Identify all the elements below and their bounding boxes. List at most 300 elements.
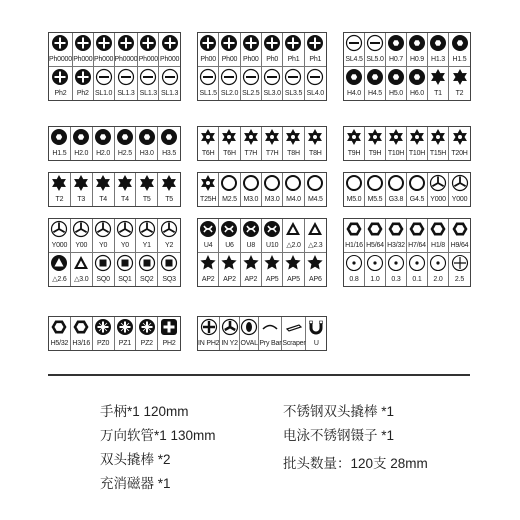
bit-label: Ph000 <box>93 56 114 63</box>
bit-group-ph-sl <box>48 32 181 101</box>
bit-cell <box>305 253 326 286</box>
bit-label: Ph1 <box>309 56 322 63</box>
torx-security-icon <box>387 127 405 147</box>
bit-cell <box>241 253 262 286</box>
torx-security-icon <box>366 127 384 147</box>
pozidriv-icon <box>138 317 156 337</box>
bit-cell <box>93 219 115 253</box>
bit-label: T9H <box>368 150 382 157</box>
bit-label: Ph00 <box>221 56 238 63</box>
bit-label: T3 <box>77 196 86 203</box>
bit-cell <box>241 33 262 67</box>
bit-label: Ph000 <box>73 56 93 63</box>
bit-label: H3/16 <box>72 340 91 347</box>
bit-cell <box>158 219 180 253</box>
bit-label: M3.0 <box>243 196 259 203</box>
tri-wing-icon <box>94 219 112 239</box>
bit-cell <box>283 173 304 206</box>
torx-security-icon <box>199 173 217 193</box>
bit-label: Y00 <box>75 242 88 249</box>
bit-label: T25H <box>200 196 217 203</box>
bit-cell <box>428 173 449 206</box>
bit-cell <box>407 127 428 160</box>
ring-icon <box>408 173 426 193</box>
bit-group-mix-2 <box>343 172 471 207</box>
bit-label: 2.5 <box>454 276 465 283</box>
bit-cell <box>386 67 407 100</box>
bit-label: 1.0 <box>370 276 380 283</box>
bit-label: SL5.0 <box>366 56 384 63</box>
bit-cell <box>449 67 470 100</box>
oval-icon <box>240 317 258 337</box>
spec-flex-shaft: 万向软管*1 130mm <box>100 428 216 443</box>
bit-cell <box>138 67 159 100</box>
bit-cell <box>115 253 137 286</box>
bit-label: H1.5 <box>52 150 67 157</box>
bit-label: M5.5 <box>367 196 383 203</box>
bit-cell <box>407 253 428 286</box>
u-shape-icon <box>263 219 281 239</box>
bit-cell <box>282 317 306 350</box>
bit-group-y-tri <box>48 218 181 287</box>
bit-label: SL2.5 <box>242 90 260 97</box>
pentalobe-icon <box>242 253 260 273</box>
phillips-icon <box>51 33 69 53</box>
bit-label: SL2.0 <box>220 90 239 97</box>
tri-wing-icon <box>138 219 156 239</box>
magnet-icon <box>307 317 325 337</box>
bit-label: SQ1 <box>118 276 132 283</box>
bit-label: Y1 <box>142 242 151 249</box>
bit-label: AP5 <box>287 276 300 283</box>
bit-label: T15H <box>429 150 447 157</box>
dot-icon <box>387 253 405 273</box>
slotted-icon <box>161 67 179 87</box>
bit-cell <box>49 67 73 100</box>
bit-cell <box>219 173 240 206</box>
bit-label: 0.8 <box>349 276 359 283</box>
bit-label: H6.0 <box>410 90 424 97</box>
bit-cell <box>262 173 283 206</box>
bit-label: OVAL <box>240 340 258 347</box>
bit-cell <box>344 67 365 100</box>
bit-label: SQ0 <box>96 276 110 283</box>
bit-cell <box>158 317 180 350</box>
bit-cell <box>94 67 115 100</box>
bit-cell <box>344 253 365 286</box>
bit-label: T20H <box>451 150 468 157</box>
bit-cell <box>449 219 470 253</box>
bit-cell <box>219 219 240 253</box>
bit-label: H1.3 <box>431 56 445 63</box>
bit-cell <box>283 67 304 100</box>
phillips-icon <box>306 33 324 53</box>
scraper-icon <box>285 317 303 337</box>
bit-cell <box>93 253 115 286</box>
bit-label: H5/64 <box>366 242 384 249</box>
square-icon <box>160 253 178 273</box>
bit-group-hex-dots <box>343 218 471 287</box>
bit-label: H3/32 <box>387 242 405 249</box>
bit-label: G4.5 <box>409 196 425 203</box>
torx-security-icon <box>284 127 302 147</box>
bit-cell <box>386 219 407 253</box>
torx-security-icon <box>451 127 469 147</box>
bit-label: △2.6 <box>52 276 67 283</box>
phillips-icon <box>74 67 92 87</box>
hex-icon <box>387 67 405 87</box>
slotted-icon <box>345 33 363 53</box>
pentalobe-icon <box>306 253 324 273</box>
bit-cell <box>262 253 283 286</box>
bit-cell <box>115 33 139 67</box>
bit-label: PZ0 <box>96 340 110 347</box>
bit-label: H2.0 <box>74 150 89 157</box>
bit-cell <box>73 67 94 100</box>
bit-label: G3.8 <box>388 196 404 203</box>
bit-label: Ph00 <box>200 56 216 63</box>
bit-label: PZ2 <box>140 340 153 347</box>
bit-label: H4.0 <box>347 90 361 97</box>
hex-outline-icon <box>429 219 447 239</box>
bit-cell <box>428 127 449 160</box>
bit-label: T5 <box>165 196 173 203</box>
spec-double-pry: 双头撬棒 *2 <box>100 452 171 467</box>
bit-label: Y0 <box>120 242 129 249</box>
bit-cell <box>283 33 304 67</box>
u-shape-icon <box>220 219 238 239</box>
bit-label: H2.0 <box>96 150 111 157</box>
hex-outline-icon <box>72 317 90 337</box>
bit-cell <box>136 219 158 253</box>
tri-wing-icon <box>72 219 90 239</box>
bit-cell <box>49 33 73 67</box>
bit-cell <box>219 253 240 286</box>
bit-group-torxh-1 <box>197 126 327 161</box>
bit-cell <box>71 219 93 253</box>
bit-label: M2.5 <box>222 196 237 203</box>
triangle-icon <box>284 219 302 239</box>
pry-bar-icon <box>261 317 279 337</box>
bit-cell <box>305 67 326 100</box>
bit-group-mix-1 <box>197 172 327 207</box>
hex-icon <box>387 33 405 53</box>
torx-security-icon <box>220 127 238 147</box>
bit-label: T1 <box>434 90 442 97</box>
slotted-icon <box>199 67 217 87</box>
bit-cell <box>262 33 283 67</box>
slotted-icon <box>366 33 384 53</box>
bit-label: AP6 <box>309 276 322 283</box>
dot-icon <box>366 253 384 273</box>
bit-cell <box>407 219 428 253</box>
bit-label: IN PH2 <box>198 340 220 347</box>
bit-label: U4 <box>203 242 213 249</box>
bit-cell <box>407 67 428 100</box>
triangle-filled-icon <box>50 253 68 273</box>
ring-icon <box>220 173 238 193</box>
bit-label: AP2 <box>244 276 258 283</box>
bit-label: T8H <box>287 150 300 157</box>
bit-cell <box>198 317 220 350</box>
bit-label: M3.0 <box>264 196 280 203</box>
slotted-icon <box>220 67 238 87</box>
bit-cell <box>305 173 326 206</box>
bit-cell <box>49 253 71 286</box>
dot-icon <box>408 253 426 273</box>
dot-icon <box>345 253 363 273</box>
bit-label: T7H <box>244 150 258 157</box>
bit-cell <box>49 127 71 160</box>
pozidriv-icon <box>94 317 112 337</box>
bit-cell <box>71 173 93 206</box>
bit-label: SL3.5 <box>284 90 303 97</box>
bit-label: H0.9 <box>410 56 424 63</box>
bit-cell <box>344 173 365 206</box>
bit-cell <box>428 67 449 100</box>
bit-cell <box>240 317 260 350</box>
bit-label: Ph2 <box>54 90 67 97</box>
bit-cell <box>259 317 282 350</box>
torx-icon <box>94 173 112 193</box>
phillips-icon <box>199 33 217 53</box>
bit-label: AP2 <box>201 276 215 283</box>
bit-label: T2 <box>55 196 64 203</box>
bit-cell <box>198 173 219 206</box>
bit-label: Ph0000 <box>49 56 72 63</box>
square-icon <box>138 253 156 273</box>
bit-label: Y000 <box>51 242 68 249</box>
hex-icon <box>345 67 363 87</box>
bit-label: PH2 <box>162 340 176 347</box>
bit-cell <box>365 67 386 100</box>
bit-cell <box>198 33 219 67</box>
bit-label: SL3.0 <box>263 90 281 97</box>
bit-label: H3.0 <box>139 150 154 157</box>
bit-label: T6H <box>223 150 236 157</box>
bit-label: 2.0 <box>433 276 443 283</box>
torx-icon <box>116 173 134 193</box>
bit-cell <box>241 219 262 253</box>
bit-label: Scraper <box>282 340 306 347</box>
spec-bit-count: 批头数量：120支 28mm <box>283 456 428 471</box>
bit-group-hex-1 <box>48 126 181 161</box>
hex-icon <box>116 127 134 147</box>
bit-cell <box>71 127 93 160</box>
torx-icon <box>429 67 447 87</box>
ring-icon <box>366 173 384 193</box>
bit-label: Ph0000 <box>114 56 138 63</box>
bit-cell <box>283 127 304 160</box>
bit-label: Y0 <box>98 242 108 249</box>
bit-cell <box>407 173 428 206</box>
bit-label: Ph1 <box>287 56 300 63</box>
phillips-icon <box>74 33 92 53</box>
bit-cell <box>306 317 326 350</box>
bit-cell <box>158 127 180 160</box>
bit-label: U10 <box>266 242 279 249</box>
bit-label: SL4.0 <box>306 90 324 97</box>
bit-cell <box>344 219 365 253</box>
triangle-icon <box>306 219 324 239</box>
bit-cell <box>219 67 240 100</box>
bit-cell <box>365 127 386 160</box>
bit-cell <box>198 253 219 286</box>
tri-wing-icon <box>451 173 469 193</box>
bit-cell <box>49 173 71 206</box>
cross-circle-icon <box>451 253 469 273</box>
bit-label: M5.0 <box>346 196 362 203</box>
bit-label: SL1.0 <box>94 90 113 97</box>
bit-label: 0.1 <box>412 276 422 283</box>
bit-label: SL4.5 <box>345 56 363 63</box>
bit-cell <box>449 173 470 206</box>
hex-outline-icon <box>366 219 384 239</box>
bit-cell <box>220 317 240 350</box>
bit-label: T10H <box>387 150 405 157</box>
bit-cell <box>49 317 71 350</box>
bit-label: Ph0 <box>266 56 279 63</box>
bit-cell <box>262 67 283 100</box>
bit-cell <box>136 173 158 206</box>
bit-cell <box>386 33 407 67</box>
bit-label: T4 <box>121 196 129 203</box>
bit-cell <box>115 219 137 253</box>
bit-cell <box>241 127 262 160</box>
torx-security-icon <box>429 127 447 147</box>
bit-cell <box>159 67 180 100</box>
bit-cell <box>428 253 449 286</box>
bit-label: SL1.5 <box>199 90 217 97</box>
bit-cell <box>365 33 386 67</box>
bit-label: △3.0 <box>74 276 89 283</box>
ring-icon <box>345 173 363 193</box>
hex-outline-icon <box>345 219 363 239</box>
tri-wing-icon <box>429 173 447 193</box>
bit-label: T10H <box>408 150 426 157</box>
u-shape-icon <box>242 219 260 239</box>
bit-group-ph-sl-2 <box>197 32 327 101</box>
bit-cell <box>305 219 326 253</box>
bit-cell <box>138 33 159 67</box>
bit-cell <box>407 33 428 67</box>
bit-cell <box>262 219 283 253</box>
spec-handle: 手柄*1 120mm <box>100 404 189 419</box>
bit-cell <box>198 219 219 253</box>
hex-icon <box>72 127 90 147</box>
ring-icon <box>263 173 281 193</box>
torx-security-icon <box>199 127 217 147</box>
bit-label: Ph00 <box>243 56 259 63</box>
bit-group-torxh-2 <box>343 126 471 161</box>
u-shape-icon <box>199 219 217 239</box>
bit-label: PZ1 <box>118 340 132 347</box>
tri-wing-icon <box>50 219 68 239</box>
hex-icon <box>408 33 426 53</box>
bit-label: T9H <box>347 150 361 157</box>
bit-cell <box>93 127 115 160</box>
torx-icon <box>451 67 469 87</box>
slotted-icon <box>284 67 302 87</box>
bit-cell <box>365 253 386 286</box>
divider-line <box>48 374 470 376</box>
torx-security-icon <box>263 127 281 147</box>
bit-cell <box>136 127 158 160</box>
hex-icon <box>50 127 68 147</box>
bit-cell <box>428 33 449 67</box>
bit-cell <box>386 253 407 286</box>
inner-y-icon <box>221 317 239 337</box>
bit-cell <box>449 33 470 67</box>
bit-cell <box>115 173 137 206</box>
bit-cell <box>93 317 115 350</box>
bit-label: U6 <box>225 242 234 249</box>
torx-security-icon <box>306 127 324 147</box>
bit-label: H5.0 <box>389 90 403 97</box>
hex-outline-icon <box>408 219 426 239</box>
bit-cell <box>94 33 115 67</box>
bit-label: U <box>313 340 319 347</box>
ring-icon <box>242 173 260 193</box>
bit-cell <box>386 127 407 160</box>
bit-cell <box>158 173 180 206</box>
bit-label: T8H <box>309 150 322 157</box>
bit-label: H1/16 <box>345 242 363 249</box>
bit-cell <box>115 317 137 350</box>
phillips-icon <box>284 33 302 53</box>
bit-cell <box>136 253 158 286</box>
square-icon <box>94 253 112 273</box>
bit-label: Ph2 <box>76 90 89 97</box>
bit-cell <box>115 67 139 100</box>
bit-group-sl-hex <box>343 32 471 101</box>
bit-cell <box>159 33 180 67</box>
torx-security-icon <box>408 127 426 147</box>
slotted-icon <box>139 67 157 87</box>
bit-label: SL1.3 <box>139 90 157 97</box>
bit-cell <box>49 219 71 253</box>
ring-icon <box>306 173 324 193</box>
bit-cell <box>198 127 219 160</box>
triangle-icon <box>72 253 90 273</box>
bit-cell <box>136 317 158 350</box>
bit-cell <box>344 127 365 160</box>
bit-label: △2.3 <box>308 242 323 249</box>
bit-label: T4 <box>99 196 107 203</box>
slotted-icon <box>306 67 324 87</box>
torx-icon <box>138 173 156 193</box>
bit-label: SQ2 <box>140 276 154 283</box>
bit-cell <box>115 127 137 160</box>
spec-steel-pry: 不锈钢双头撬棒 *1 <box>283 404 395 419</box>
pentalobe-icon <box>199 253 217 273</box>
dot-icon <box>429 253 447 273</box>
phillips-icon <box>139 33 157 53</box>
bit-cell <box>449 127 470 160</box>
ring-icon <box>387 173 405 193</box>
bit-cell <box>241 67 262 100</box>
bit-label: H7/64 <box>408 242 426 249</box>
pentalobe-icon <box>220 253 238 273</box>
bit-label: H0.7 <box>389 56 403 63</box>
bit-label: 0.3 <box>391 276 401 283</box>
bit-cell <box>365 173 386 206</box>
bit-label: Pry Bar <box>259 340 282 347</box>
bit-label: SL1.3 <box>117 90 135 97</box>
bit-label: T2 <box>455 90 464 97</box>
hex-icon <box>160 127 178 147</box>
pentalobe-icon <box>263 253 281 273</box>
